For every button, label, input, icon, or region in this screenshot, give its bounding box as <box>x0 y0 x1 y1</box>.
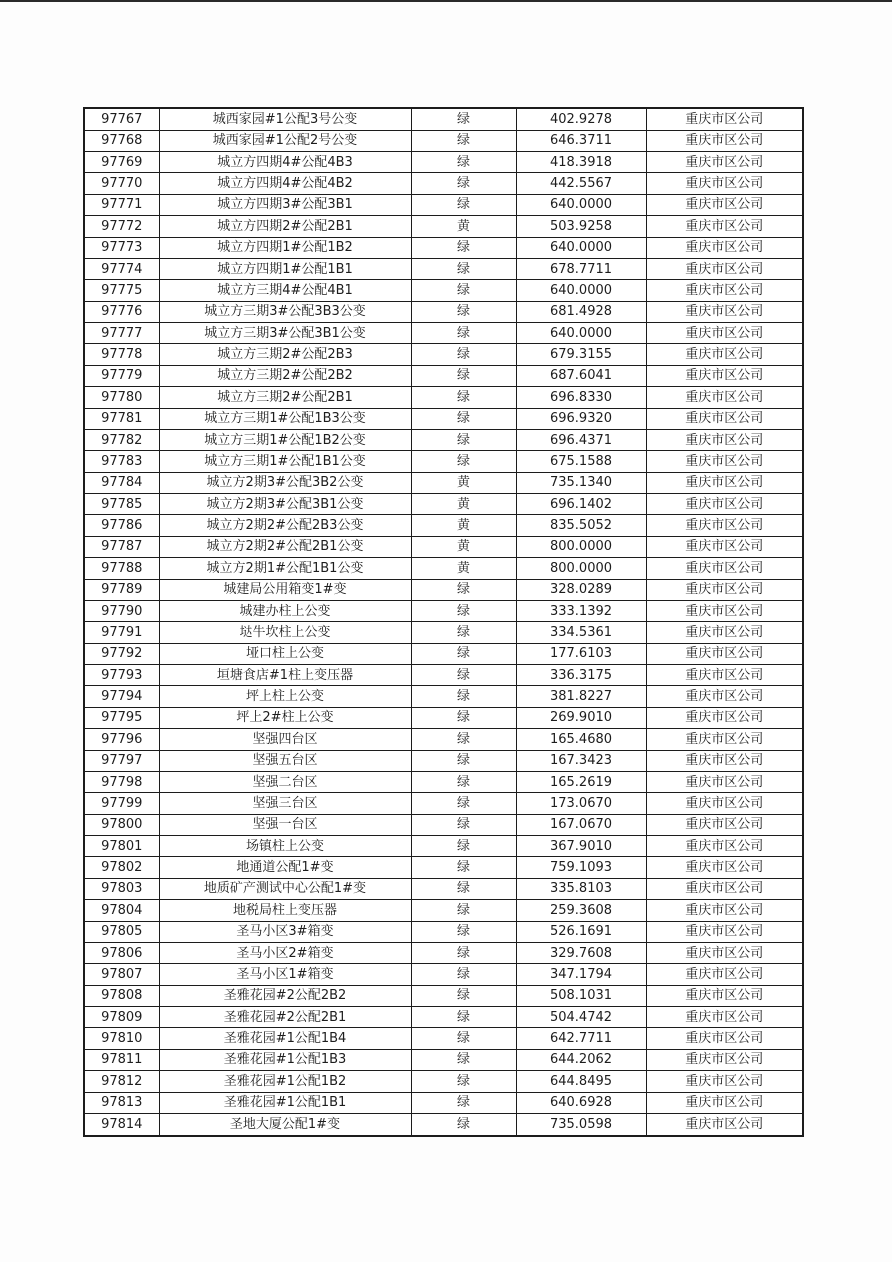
cell-status: 绿 <box>411 1007 516 1028</box>
cell-status: 绿 <box>411 643 516 664</box>
table-row <box>84 301 803 322</box>
cell-company: 重庆市区公司 <box>646 579 803 600</box>
cell-name: 城立方四期4#公配4B3 <box>159 152 411 173</box>
cell-id: 97804 <box>84 900 159 921</box>
cell-company: 重庆市区公司 <box>646 1049 803 1070</box>
cell-status: 绿 <box>411 600 516 621</box>
cell-value: 334.5361 <box>516 622 646 643</box>
cell-status: 绿 <box>411 1028 516 1049</box>
cell-status: 绿 <box>411 985 516 1006</box>
cell-name: 城立方2期3#公配3B2公变 <box>159 472 411 493</box>
cell-value: 640.0000 <box>516 280 646 301</box>
table-row <box>84 365 803 386</box>
cell-company: 重庆市区公司 <box>646 1092 803 1113</box>
cell-id: 97777 <box>84 323 159 344</box>
cell-id: 97800 <box>84 814 159 835</box>
cell-status: 绿 <box>411 194 516 215</box>
cell-value: 526.1691 <box>516 921 646 942</box>
table-row <box>84 1113 803 1136</box>
cell-name: 垭口柱上公变 <box>159 643 411 664</box>
cell-name: 圣雅花园#1公配1B4 <box>159 1028 411 1049</box>
cell-name: 圣马小区2#箱变 <box>159 942 411 963</box>
table-row <box>84 942 803 963</box>
cell-status: 绿 <box>411 707 516 728</box>
cell-id: 97767 <box>84 108 159 130</box>
cell-name: 城立方三期2#公配2B2 <box>159 365 411 386</box>
cell-id: 97811 <box>84 1049 159 1070</box>
table-row <box>84 665 803 686</box>
cell-status: 绿 <box>411 152 516 173</box>
cell-name: 坚强五台区 <box>159 750 411 771</box>
cell-value: 167.3423 <box>516 750 646 771</box>
cell-value: 402.9278 <box>516 108 646 130</box>
cell-status: 绿 <box>411 900 516 921</box>
cell-id: 97784 <box>84 472 159 493</box>
cell-name: 圣雅花园#1公配1B1 <box>159 1092 411 1113</box>
cell-company: 重庆市区公司 <box>646 280 803 301</box>
table-row <box>84 451 803 472</box>
cell-company: 重庆市区公司 <box>646 408 803 429</box>
cell-company: 重庆市区公司 <box>646 429 803 450</box>
cell-status: 绿 <box>411 793 516 814</box>
table-row <box>84 750 803 771</box>
cell-id: 97797 <box>84 750 159 771</box>
cell-id: 97791 <box>84 622 159 643</box>
cell-id: 97781 <box>84 408 159 429</box>
cell-id: 97809 <box>84 1007 159 1028</box>
table-row <box>84 108 803 130</box>
cell-value: 442.5567 <box>516 173 646 194</box>
cell-id: 97808 <box>84 985 159 1006</box>
cell-status: 绿 <box>411 237 516 258</box>
cell-id: 97768 <box>84 130 159 151</box>
cell-value: 696.9320 <box>516 408 646 429</box>
table-row <box>84 686 803 707</box>
cell-name: 城建办柱上公变 <box>159 600 411 621</box>
cell-value: 640.6928 <box>516 1092 646 1113</box>
cell-value: 336.3175 <box>516 665 646 686</box>
cell-company: 重庆市区公司 <box>646 216 803 237</box>
cell-id: 97772 <box>84 216 159 237</box>
cell-id: 97770 <box>84 173 159 194</box>
cell-id: 97798 <box>84 771 159 792</box>
cell-id: 97774 <box>84 258 159 279</box>
cell-status: 绿 <box>411 1113 516 1136</box>
cell-name: 圣雅花园#1公配1B2 <box>159 1071 411 1092</box>
cell-name: 城立方四期2#公配2B1 <box>159 216 411 237</box>
cell-status: 绿 <box>411 579 516 600</box>
cell-company: 重庆市区公司 <box>646 173 803 194</box>
cell-value: 644.8495 <box>516 1071 646 1092</box>
cell-company: 重庆市区公司 <box>646 964 803 985</box>
cell-id: 97775 <box>84 280 159 301</box>
cell-value: 381.8227 <box>516 686 646 707</box>
cell-company: 重庆市区公司 <box>646 323 803 344</box>
table-body <box>84 108 803 1136</box>
table-row <box>84 323 803 344</box>
cell-status: 绿 <box>411 451 516 472</box>
table-row <box>84 194 803 215</box>
cell-name: 城立方三期1#公配1B3公变 <box>159 408 411 429</box>
cell-status: 绿 <box>411 686 516 707</box>
cell-id: 97807 <box>84 964 159 985</box>
cell-name: 场镇柱上公变 <box>159 836 411 857</box>
cell-company: 重庆市区公司 <box>646 258 803 279</box>
cell-name: 坚强四台区 <box>159 729 411 750</box>
cell-value: 508.1031 <box>516 985 646 1006</box>
cell-name: 城立方三期3#公配3B3公变 <box>159 301 411 322</box>
cell-name: 城立方2期1#公配1B1公变 <box>159 558 411 579</box>
cell-value: 328.0289 <box>516 579 646 600</box>
cell-name: 城西家园#1公配3号公变 <box>159 108 411 130</box>
cell-value: 681.4928 <box>516 301 646 322</box>
cell-value: 418.3918 <box>516 152 646 173</box>
table-row <box>84 771 803 792</box>
table-row <box>84 152 803 173</box>
cell-value: 177.6103 <box>516 643 646 664</box>
cell-company: 重庆市区公司 <box>646 900 803 921</box>
cell-company: 重庆市区公司 <box>646 1071 803 1092</box>
cell-name: 地质矿产测试中心公配1#变 <box>159 878 411 899</box>
cell-value: 335.8103 <box>516 878 646 899</box>
cell-id: 97782 <box>84 429 159 450</box>
table-row <box>84 216 803 237</box>
cell-value: 640.0000 <box>516 323 646 344</box>
cell-id: 97779 <box>84 365 159 386</box>
cell-name: 地通道公配1#变 <box>159 857 411 878</box>
cell-value: 173.0670 <box>516 793 646 814</box>
cell-status: 绿 <box>411 814 516 835</box>
cell-name: 城立方2期3#公配3B1公变 <box>159 494 411 515</box>
cell-company: 重庆市区公司 <box>646 108 803 130</box>
transformer-data-table <box>83 107 804 1137</box>
cell-value: 504.4742 <box>516 1007 646 1028</box>
cell-name: 圣雅花园#2公配2B2 <box>159 985 411 1006</box>
cell-status: 绿 <box>411 408 516 429</box>
cell-id: 97806 <box>84 942 159 963</box>
cell-value: 696.1402 <box>516 494 646 515</box>
cell-company: 重庆市区公司 <box>646 771 803 792</box>
cell-value: 503.9258 <box>516 216 646 237</box>
cell-value: 640.0000 <box>516 237 646 258</box>
cell-status: 绿 <box>411 280 516 301</box>
table-row <box>84 579 803 600</box>
cell-company: 重庆市区公司 <box>646 387 803 408</box>
cell-value: 329.7608 <box>516 942 646 963</box>
cell-status: 黄 <box>411 494 516 515</box>
cell-id: 97814 <box>84 1113 159 1136</box>
cell-value: 167.0670 <box>516 814 646 835</box>
cell-id: 97812 <box>84 1071 159 1092</box>
cell-name: 城立方2期2#公配2B3公变 <box>159 515 411 536</box>
cell-status: 绿 <box>411 665 516 686</box>
cell-status: 黄 <box>411 216 516 237</box>
cell-name: 圣雅花园#2公配2B1 <box>159 1007 411 1028</box>
cell-company: 重庆市区公司 <box>646 836 803 857</box>
cell-id: 97786 <box>84 515 159 536</box>
table-row <box>84 280 803 301</box>
cell-id: 97813 <box>84 1092 159 1113</box>
cell-id: 97799 <box>84 793 159 814</box>
cell-value: 165.4680 <box>516 729 646 750</box>
cell-status: 绿 <box>411 429 516 450</box>
cell-company: 重庆市区公司 <box>646 344 803 365</box>
cell-name: 圣马小区3#箱变 <box>159 921 411 942</box>
cell-value: 735.1340 <box>516 472 646 493</box>
cell-status: 绿 <box>411 387 516 408</box>
cell-company: 重庆市区公司 <box>646 707 803 728</box>
cell-value: 259.3608 <box>516 900 646 921</box>
cell-name: 圣雅花园#1公配1B3 <box>159 1049 411 1070</box>
cell-id: 97796 <box>84 729 159 750</box>
cell-status: 绿 <box>411 1092 516 1113</box>
cell-company: 重庆市区公司 <box>646 857 803 878</box>
cell-company: 重庆市区公司 <box>646 152 803 173</box>
cell-name: 城立方四期4#公配4B2 <box>159 173 411 194</box>
table-row <box>84 643 803 664</box>
cell-id: 97810 <box>84 1028 159 1049</box>
cell-company: 重庆市区公司 <box>646 643 803 664</box>
cell-company: 重庆市区公司 <box>646 750 803 771</box>
table-row <box>84 515 803 536</box>
cell-status: 绿 <box>411 622 516 643</box>
cell-status: 绿 <box>411 878 516 899</box>
cell-id: 97792 <box>84 643 159 664</box>
cell-id: 97789 <box>84 579 159 600</box>
cell-name: 坚强三台区 <box>159 793 411 814</box>
table-row <box>84 729 803 750</box>
cell-status: 绿 <box>411 130 516 151</box>
cell-company: 重庆市区公司 <box>646 665 803 686</box>
cell-id: 97773 <box>84 237 159 258</box>
cell-value: 642.7711 <box>516 1028 646 1049</box>
table-row <box>84 707 803 728</box>
cell-company: 重庆市区公司 <box>646 515 803 536</box>
cell-company: 重庆市区公司 <box>646 600 803 621</box>
page-top-edge-line <box>0 0 892 2</box>
cell-company: 重庆市区公司 <box>646 194 803 215</box>
cell-status: 绿 <box>411 942 516 963</box>
cell-value: 333.1392 <box>516 600 646 621</box>
cell-status: 绿 <box>411 836 516 857</box>
table-row <box>84 985 803 1006</box>
cell-company: 重庆市区公司 <box>646 729 803 750</box>
table-row <box>84 622 803 643</box>
table-row <box>84 130 803 151</box>
cell-name: 圣地大厦公配1#变 <box>159 1113 411 1136</box>
cell-name: 城立方三期1#公配1B2公变 <box>159 429 411 450</box>
cell-id: 97785 <box>84 494 159 515</box>
cell-status: 绿 <box>411 1049 516 1070</box>
cell-status: 绿 <box>411 323 516 344</box>
table-row <box>84 494 803 515</box>
cell-name: 圣马小区1#箱变 <box>159 964 411 985</box>
cell-id: 97780 <box>84 387 159 408</box>
cell-name: 城立方四期1#公配1B2 <box>159 237 411 258</box>
cell-company: 重庆市区公司 <box>646 921 803 942</box>
cell-value: 675.1588 <box>516 451 646 472</box>
cell-company: 重庆市区公司 <box>646 1007 803 1028</box>
cell-value: 735.0598 <box>516 1113 646 1136</box>
cell-id: 97790 <box>84 600 159 621</box>
cell-id: 97776 <box>84 301 159 322</box>
table-row <box>84 429 803 450</box>
cell-id: 97803 <box>84 878 159 899</box>
cell-id: 97778 <box>84 344 159 365</box>
table-row <box>84 600 803 621</box>
cell-company: 重庆市区公司 <box>646 365 803 386</box>
cell-status: 绿 <box>411 173 516 194</box>
cell-status: 绿 <box>411 301 516 322</box>
cell-value: 800.0000 <box>516 558 646 579</box>
table-row <box>84 558 803 579</box>
cell-company: 重庆市区公司 <box>646 130 803 151</box>
cell-value: 679.3155 <box>516 344 646 365</box>
cell-name: 坚强二台区 <box>159 771 411 792</box>
cell-status: 黄 <box>411 472 516 493</box>
table-row <box>84 814 803 835</box>
table-row <box>84 1049 803 1070</box>
cell-value: 800.0000 <box>516 536 646 557</box>
cell-id: 97801 <box>84 836 159 857</box>
table-row <box>84 964 803 985</box>
cell-name: 城立方2期2#公配2B1公变 <box>159 536 411 557</box>
cell-company: 重庆市区公司 <box>646 494 803 515</box>
cell-status: 绿 <box>411 344 516 365</box>
cell-value: 269.9010 <box>516 707 646 728</box>
cell-name: 城立方四期1#公配1B1 <box>159 258 411 279</box>
cell-value: 678.7711 <box>516 258 646 279</box>
cell-name: 城立方四期3#公配3B1 <box>159 194 411 215</box>
table-row <box>84 536 803 557</box>
table-row <box>84 857 803 878</box>
table-row <box>84 900 803 921</box>
cell-status: 黄 <box>411 536 516 557</box>
cell-value: 835.5052 <box>516 515 646 536</box>
table-row <box>84 344 803 365</box>
cell-status: 绿 <box>411 729 516 750</box>
cell-status: 绿 <box>411 1071 516 1092</box>
cell-company: 重庆市区公司 <box>646 1113 803 1136</box>
cell-id: 97793 <box>84 665 159 686</box>
cell-value: 367.9010 <box>516 836 646 857</box>
cell-company: 重庆市区公司 <box>646 472 803 493</box>
cell-name: 垣塘食店#1柱上变压器 <box>159 665 411 686</box>
cell-id: 97771 <box>84 194 159 215</box>
cell-value: 644.2062 <box>516 1049 646 1070</box>
table-row <box>84 1028 803 1049</box>
cell-id: 97795 <box>84 707 159 728</box>
cell-company: 重庆市区公司 <box>646 237 803 258</box>
cell-company: 重庆市区公司 <box>646 686 803 707</box>
cell-status: 绿 <box>411 964 516 985</box>
cell-status: 绿 <box>411 108 516 130</box>
cell-status: 绿 <box>411 750 516 771</box>
cell-id: 97805 <box>84 921 159 942</box>
cell-id: 97788 <box>84 558 159 579</box>
cell-status: 绿 <box>411 921 516 942</box>
table-row <box>84 258 803 279</box>
cell-name: 城西家园#1公配2号公变 <box>159 130 411 151</box>
table-row <box>84 878 803 899</box>
cell-company: 重庆市区公司 <box>646 878 803 899</box>
table-row <box>84 173 803 194</box>
cell-id: 97783 <box>84 451 159 472</box>
cell-name: 城立方三期2#公配2B1 <box>159 387 411 408</box>
cell-status: 绿 <box>411 258 516 279</box>
cell-company: 重庆市区公司 <box>646 451 803 472</box>
cell-status: 绿 <box>411 771 516 792</box>
table-row <box>84 793 803 814</box>
table-row <box>84 836 803 857</box>
table-row <box>84 1071 803 1092</box>
cell-value: 646.3711 <box>516 130 646 151</box>
table-row <box>84 408 803 429</box>
cell-name: 坪上柱上公变 <box>159 686 411 707</box>
table-row <box>84 921 803 942</box>
cell-name: 坪上2#柱上公变 <box>159 707 411 728</box>
cell-company: 重庆市区公司 <box>646 536 803 557</box>
cell-value: 347.1794 <box>516 964 646 985</box>
cell-company: 重庆市区公司 <box>646 558 803 579</box>
cell-company: 重庆市区公司 <box>646 793 803 814</box>
cell-company: 重庆市区公司 <box>646 985 803 1006</box>
cell-name: 垯牛坎柱上公变 <box>159 622 411 643</box>
cell-company: 重庆市区公司 <box>646 942 803 963</box>
cell-status: 黄 <box>411 558 516 579</box>
table-row <box>84 1007 803 1028</box>
cell-value: 687.6041 <box>516 365 646 386</box>
table-row <box>84 237 803 258</box>
cell-value: 640.0000 <box>516 194 646 215</box>
cell-name: 城立方三期2#公配2B3 <box>159 344 411 365</box>
cell-name: 坚强一台区 <box>159 814 411 835</box>
cell-name: 地税局柱上变压器 <box>159 900 411 921</box>
table-row <box>84 1092 803 1113</box>
cell-name: 城立方三期1#公配1B1公变 <box>159 451 411 472</box>
cell-value: 165.2619 <box>516 771 646 792</box>
cell-id: 97802 <box>84 857 159 878</box>
cell-id: 97794 <box>84 686 159 707</box>
cell-company: 重庆市区公司 <box>646 814 803 835</box>
cell-value: 696.4371 <box>516 429 646 450</box>
cell-id: 97787 <box>84 536 159 557</box>
cell-status: 绿 <box>411 365 516 386</box>
cell-value: 759.1093 <box>516 857 646 878</box>
table-row <box>84 472 803 493</box>
cell-name: 城立方三期3#公配3B1公变 <box>159 323 411 344</box>
cell-company: 重庆市区公司 <box>646 301 803 322</box>
cell-value: 696.8330 <box>516 387 646 408</box>
table-row <box>84 387 803 408</box>
cell-id: 97769 <box>84 152 159 173</box>
cell-status: 黄 <box>411 515 516 536</box>
cell-company: 重庆市区公司 <box>646 1028 803 1049</box>
cell-name: 城建局公用箱变1#变 <box>159 579 411 600</box>
cell-name: 城立方三期4#公配4B1 <box>159 280 411 301</box>
cell-status: 绿 <box>411 857 516 878</box>
cell-company: 重庆市区公司 <box>646 622 803 643</box>
